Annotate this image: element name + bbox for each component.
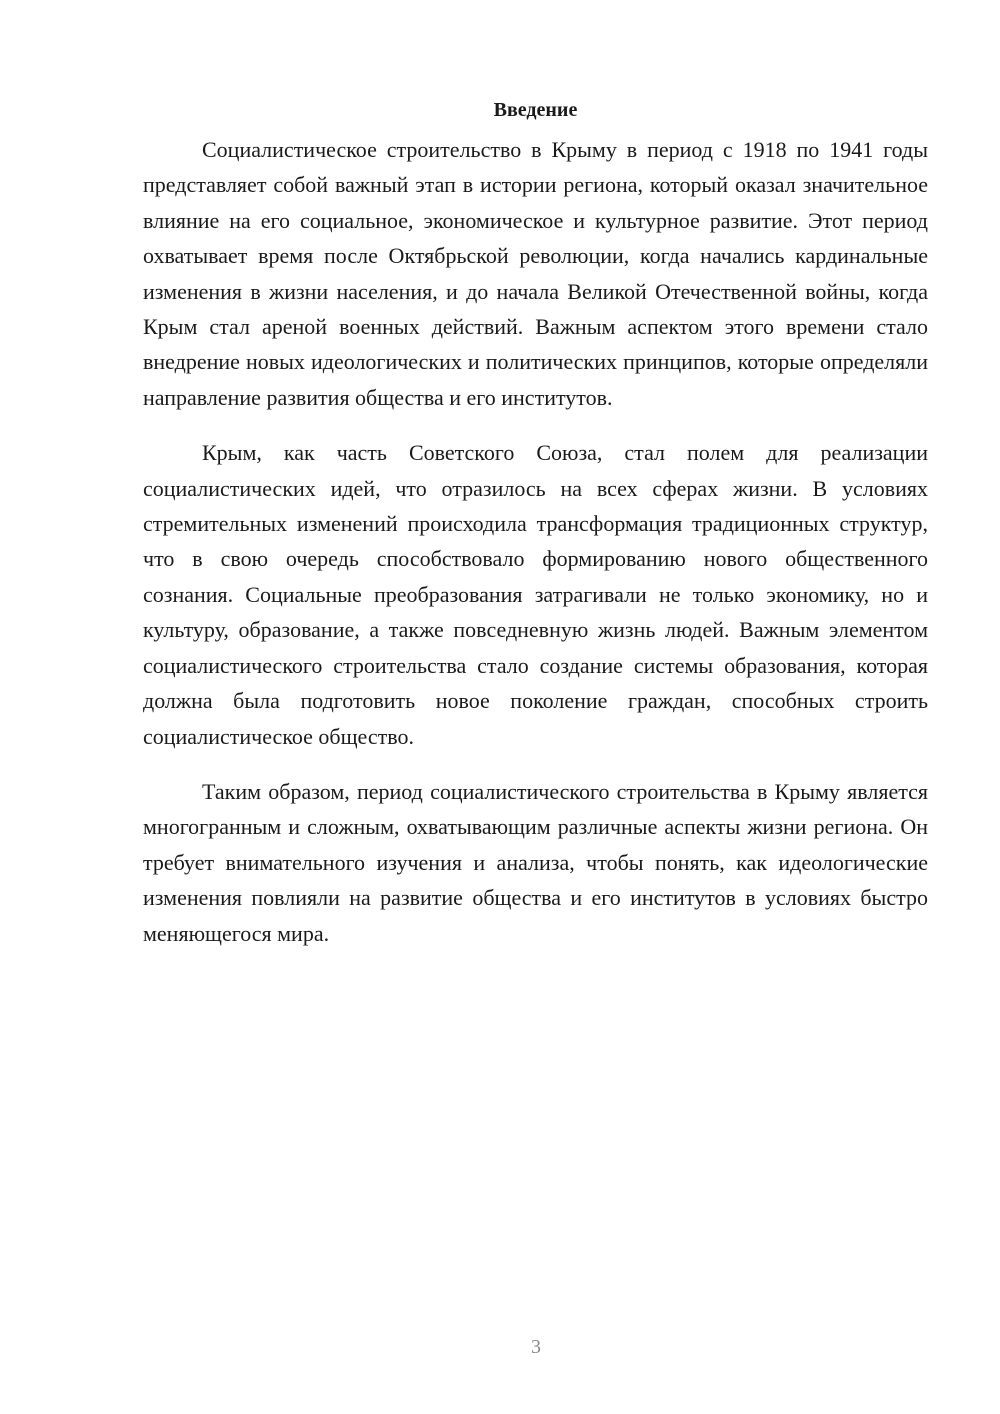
paragraph: Таким образом, период социалистического строительства в Крыму является многогранным и сложным, охватывающим различные аспекты жизни региона. Он требует внимательного изучения и анализа, чтобы понять, как идеологические изменения повлияли на развитие общества и его институтов в условиях быстро меняющегося мира. — [143, 778, 928, 946]
paragraph: Социалистическое строительство в Крыму в период с 1918 по 1941 годы представляет собой важный этап в истории региона, который оказал значительное влияние на его социальное, экономическое и культурное развитие. Этот период охватывает время после Октябрьской революции, когда начались кардинальные изменения в жизни населения, и до начала Великой Отечественной войны, когда Крым стал ареной военных действий. Важным аспектом этого времени стало внедрение новых идеологических и политических принципов, которые определяли направление развития общества и его институтов. — [143, 137, 928, 410]
page-number: 3 — [531, 1336, 541, 1358]
section-heading: Введение — [493, 99, 578, 121]
paragraph: Крым, как часть Советского Союза, стал полем для реализации социалистических идей, что отразилось на всех сферах жизни. В условиях стремительных изменений происходила трансформация традиционных структур, что в свою очередь способствовало формированию нового общественного сознания. Социальные преобразования затрагивали не только экономику, но и культуру, образование, а также повседневную жизнь людей. Важным элементом социалистического строительства стало создание системы образования, которая должна была подготовить новое поколение граждан, способных строить социалистическое общество. — [143, 440, 928, 749]
page-body — [143, 92, 928, 951]
